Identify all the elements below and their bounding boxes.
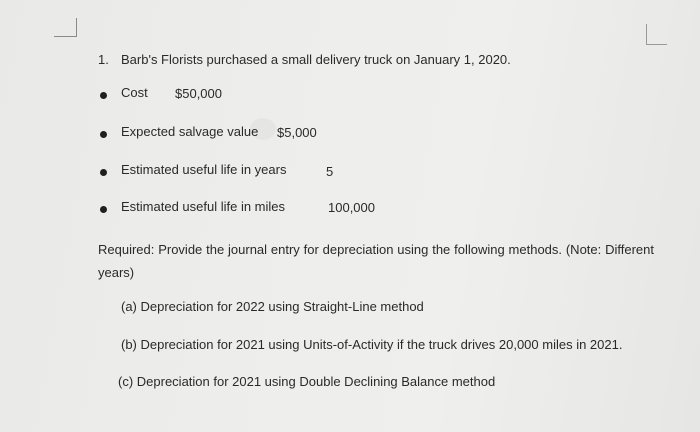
fact-value: $50,000 xyxy=(175,86,222,101)
bullet xyxy=(100,92,107,99)
fact-value: 100,000 xyxy=(328,200,375,215)
question-intro: Barb's Florists purchased a small delivery truck on January 1, 2020. xyxy=(121,52,511,67)
corner-mark xyxy=(54,18,77,37)
part-c: (c) Depreciation for 2021 using Double Declining Balance method xyxy=(118,374,496,389)
part-a: (a) Depreciation for 2022 using Straight-Line method xyxy=(121,299,424,314)
fact-label: Estimated useful life in years xyxy=(121,162,287,177)
fact-value: $5,000 xyxy=(277,125,317,140)
bullet xyxy=(100,131,107,138)
bullet xyxy=(100,206,107,213)
fact-label: Expected salvage value xyxy=(121,124,259,139)
question-number: 1. xyxy=(98,52,109,67)
required-text: Required: Provide the journal entry for depreciation using the following methods. (Note: Different years) xyxy=(98,242,654,280)
bullet xyxy=(100,169,107,176)
fact-label: Cost xyxy=(121,85,148,100)
fact-value: 5 xyxy=(326,164,334,179)
part-b: (b) Depreciation for 2021 using Units-of-Activity if the truck drives 20,000 miles in 2021. xyxy=(121,337,623,352)
corner-mark xyxy=(646,24,667,45)
fact-label: Estimated useful life in miles xyxy=(121,199,286,214)
